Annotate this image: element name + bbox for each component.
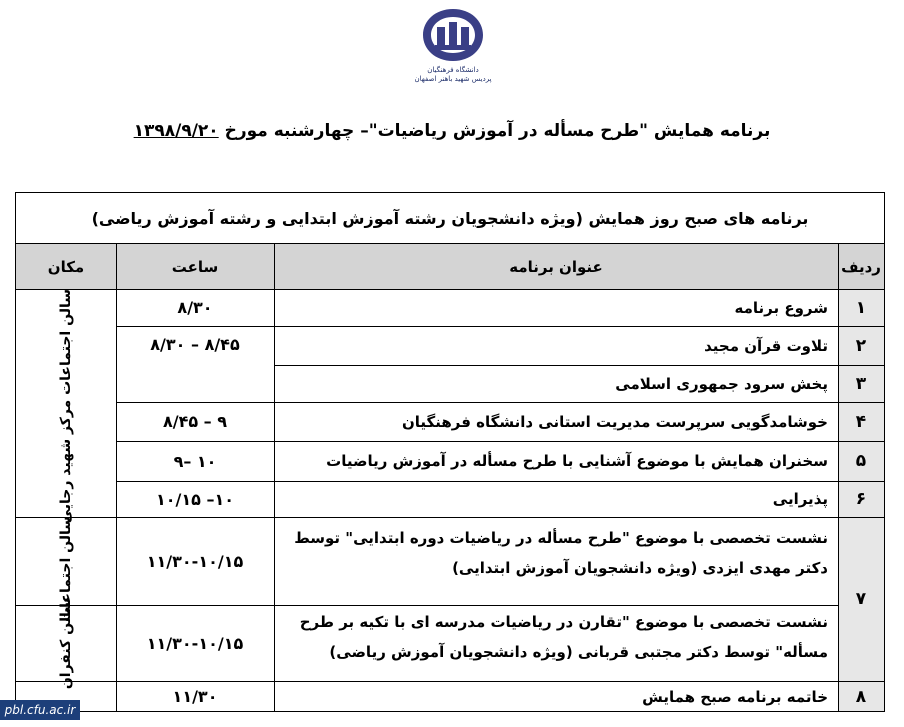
row-number: ۲ bbox=[855, 335, 867, 356]
logo-caption bbox=[410, 66, 496, 84]
row-number: ۱ bbox=[855, 297, 867, 318]
header-place: مکان bbox=[47, 257, 85, 276]
place-hall-b: سالن کنفران bbox=[58, 598, 74, 690]
row-number: ۳ bbox=[855, 373, 867, 394]
program-title: سخنران همایش با موضوع آشنایی با طرح مسأله در آموزش ریاضیات bbox=[326, 452, 828, 470]
site-watermark: pbl.cfu.ac.ir bbox=[0, 700, 80, 720]
place-main-hall: سالن اجتماعات مرکز شهید رجایی bbox=[58, 289, 74, 524]
program-title: شروع برنامه bbox=[734, 298, 828, 317]
row-number: ۴ bbox=[855, 411, 867, 432]
program-title: نشست تخصصی با موضوع "طرح مسأله در ریاضیات دوره ابتدایی" توسط دکتر مهدی ایزدی (ویژه دانشجویان آموزش ابتدایی) bbox=[294, 529, 828, 577]
program-time: ۸/۳۰ bbox=[177, 298, 213, 317]
program-title: خاتمه برنامه صبح همایش bbox=[642, 687, 828, 706]
program-time: ۸/۳۰ – ۸/۴۵ bbox=[150, 335, 240, 354]
program-title: خوشامدگویی سرپرست مدیریت استانی دانشگاه فرهنگیان bbox=[401, 412, 828, 431]
program-title: پذیرایی bbox=[772, 490, 828, 508]
header-time: ساعت bbox=[171, 257, 219, 276]
document-title bbox=[0, 121, 904, 141]
program-time: ۱۱/۳۰-۱۰/۱۵ bbox=[146, 551, 244, 571]
title-date: ۱۳۹۸/۹/۲۰ bbox=[133, 121, 219, 141]
row-number: ۵ bbox=[855, 451, 867, 471]
row-number: ۶ bbox=[855, 489, 867, 509]
program-time: ۱۰/۱۵ –۱۰ bbox=[155, 489, 234, 509]
logo-line1: دانشگاه فرهنگیان bbox=[427, 66, 479, 74]
program-time: ۸/۴۵ – ۹ bbox=[162, 412, 228, 431]
program-time: ۱۱/۳۰-۱۰/۱۵ bbox=[146, 633, 244, 653]
logo-line2: پردیس شهید باهنر اصفهان bbox=[414, 75, 492, 83]
program-title: تلاوت قرآن مجید bbox=[704, 336, 828, 355]
program-title: نشست تخصصی با موضوع "تقارن در ریاضیات مدرسه ای با تکیه بر طرح مسأله" توسط دکتر مجتبی قربانی (ویژه دانشجویان آموزش ریاضی) bbox=[299, 613, 828, 661]
row-number: ۷ bbox=[855, 589, 867, 609]
title-text: برنامه همایش "طرح مسأله در آموزش ریاضیات"– چهارشنبه مورخ bbox=[218, 121, 771, 141]
program-time: ۱۱/۳۰ bbox=[172, 687, 218, 706]
row-number: ۸ bbox=[855, 686, 867, 707]
program-title: پخش سرود جمهوری اسلامی bbox=[615, 374, 828, 393]
place-hall-a: سالن اجتماعات bbox=[58, 516, 74, 622]
header-program-title: عنوان برنامه bbox=[509, 257, 603, 276]
header-row-number: ردیف bbox=[841, 257, 881, 276]
program-time: ۹– ۱۰ bbox=[173, 451, 217, 471]
table-banner: برنامه های صبح روز همایش (ویژه دانشجویان رشته آموزش ابتدایی و رشته آموزش ریاضی) bbox=[91, 208, 809, 228]
